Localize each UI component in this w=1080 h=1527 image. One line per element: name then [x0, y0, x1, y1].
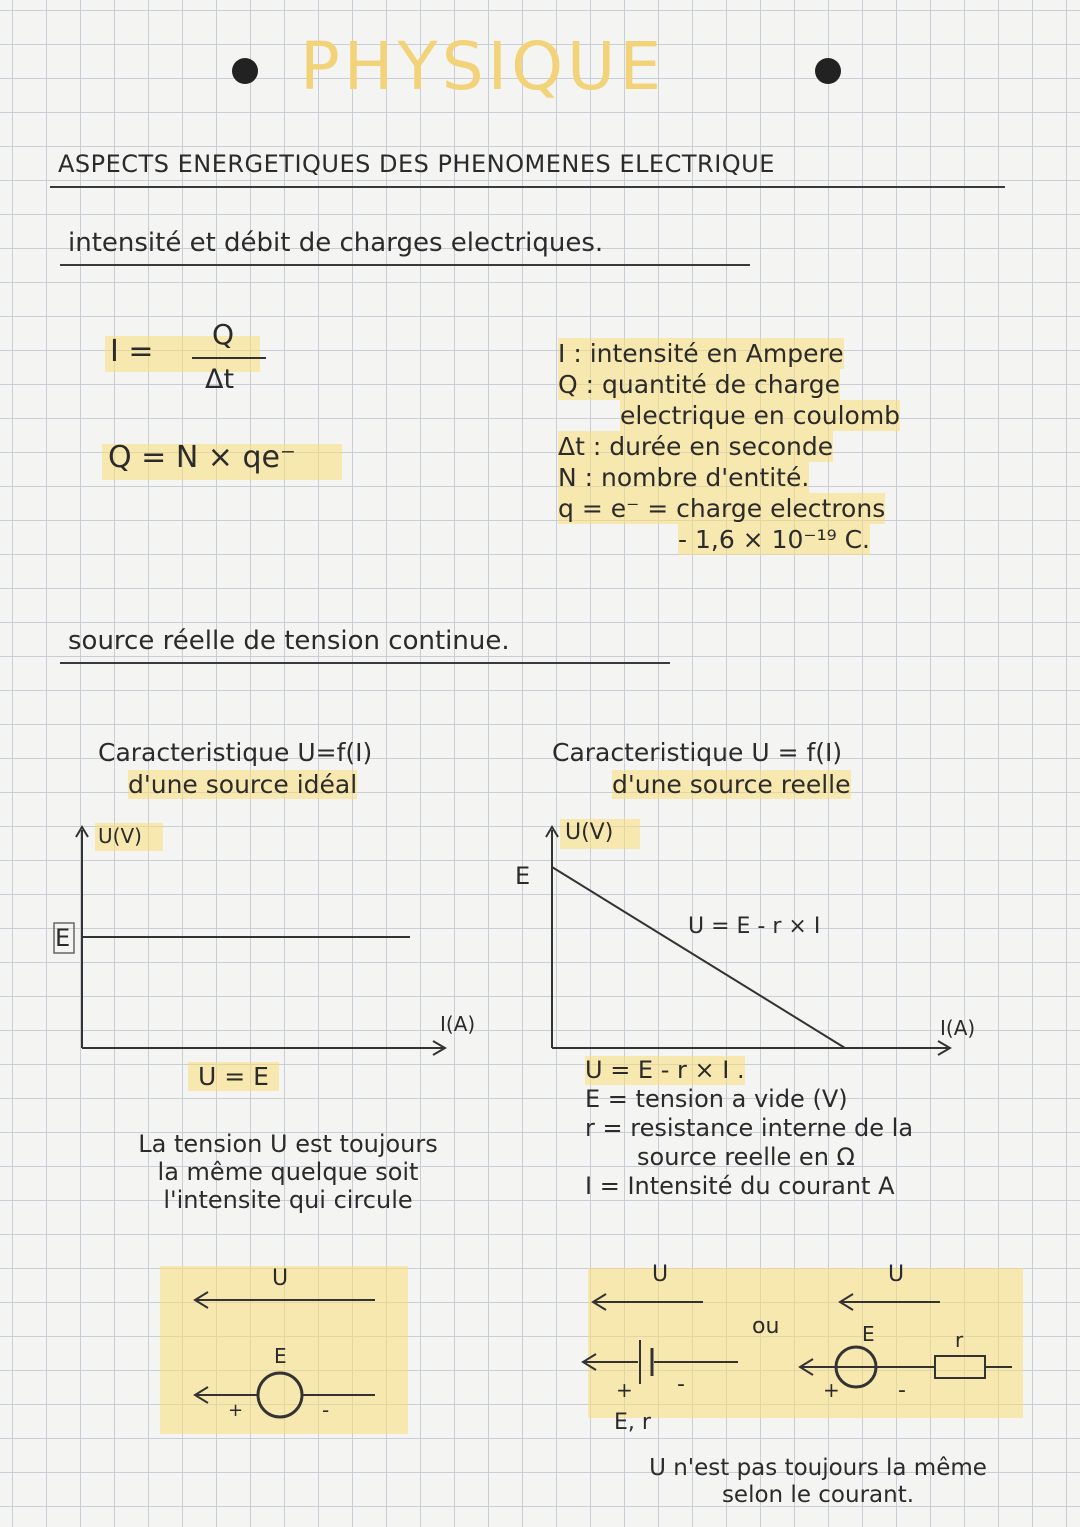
left-graph-subtitle: d'une source idéal — [128, 770, 358, 799]
legend-line: Δt : durée en seconde — [558, 432, 834, 461]
characteristic-line — [552, 867, 845, 1048]
resistor-minus: - — [898, 1378, 906, 1403]
page-subtitle: ASPECTS ENERGETIQUES DES PHENOMENES ELECTRIQUE — [58, 150, 775, 178]
left-note — [68, 1130, 508, 1214]
legend-line: q = e⁻ = charge electrons — [558, 494, 886, 523]
page-title: PHYSIQUE — [300, 28, 666, 105]
legend-definitions — [558, 338, 900, 555]
ideal-symbol-u: U — [272, 1266, 289, 1291]
note-line: selon le courant. — [721, 1482, 915, 1508]
real-source-symbol-battery — [578, 1262, 778, 1442]
fraction-bar — [192, 357, 266, 359]
formula-intensity-lhs: I = — [110, 334, 154, 369]
legend-line: U = E - r × I . — [585, 1056, 745, 1084]
left-y-axis-label: U(V) — [98, 824, 142, 848]
legend-line: I = Intensité du courant A — [585, 1172, 895, 1200]
right-graph-subtitle: d'une source reelle — [612, 770, 851, 799]
resistor-plus: + — [823, 1378, 840, 1402]
right-e-label: E — [515, 862, 531, 890]
right-line-label: U = E - r × I — [688, 914, 821, 939]
ideal-source-symbol — [160, 1260, 420, 1440]
ideal-symbol-e: E — [274, 1344, 287, 1368]
battery-symbol-u: U — [652, 1262, 669, 1287]
note-line: U n'est pas toujours la même — [649, 1455, 987, 1481]
title-bullet-left — [232, 58, 258, 84]
or-label: ou — [752, 1314, 780, 1339]
section-heading-source: source réelle de tension continue. — [68, 626, 510, 656]
formula-charge: Q = N × qe⁻ — [108, 440, 296, 475]
legend-line: - 1,6 × 10⁻¹⁹ C. — [678, 525, 870, 554]
legend-line: electrique en coulomb — [620, 401, 901, 430]
legend-line: r = resistance interne de la — [585, 1114, 914, 1142]
section-heading-underline — [60, 264, 750, 266]
legend-line: Q : quantité de charge — [558, 370, 840, 399]
ideal-symbol-plus: + — [228, 1400, 244, 1421]
real-source-graph — [500, 815, 980, 1075]
section-heading-intensite: intensité et débit de charges electriques. — [68, 228, 604, 258]
resistor-symbol-r: r — [955, 1328, 964, 1352]
formula-intensity-denominator: Δt — [205, 364, 235, 395]
resistor-symbol-u: U — [888, 1262, 905, 1287]
note-line: La tension U est toujours — [138, 1130, 438, 1158]
right-x-axis-label: I(A) — [940, 1016, 976, 1040]
resistor-box — [935, 1356, 985, 1378]
left-graph-title: Caracteristique U=f(I) — [98, 738, 373, 767]
formula-intensity-numerator: Q — [212, 318, 235, 351]
source-circle — [258, 1373, 302, 1417]
legend-line: N : nombre d'entité. — [558, 463, 810, 492]
right-graph-title: Caracteristique U = f(I) — [552, 738, 843, 767]
real-source-symbol-resistor — [790, 1262, 1020, 1442]
left-caption: U = E — [188, 1062, 279, 1091]
title-bullet-right — [815, 58, 841, 84]
battery-er-label: E, r — [614, 1410, 651, 1435]
subtitle-underline — [50, 186, 1005, 188]
left-e-label: E — [55, 924, 71, 952]
right-note — [578, 1455, 1058, 1509]
resistor-symbol-e: E — [862, 1322, 875, 1346]
ideal-source-graph — [40, 815, 520, 1075]
battery-minus: - — [677, 1372, 685, 1397]
legend-line: I : intensité en Ampere — [558, 339, 844, 368]
battery-plus: + — [616, 1378, 633, 1402]
legend-line: E = tension a vide (V) — [585, 1085, 848, 1113]
legend-line: source reelle en Ω — [637, 1143, 855, 1171]
note-line: la même quelque soit — [157, 1158, 419, 1186]
right-y-axis-label: U(V) — [565, 820, 614, 845]
section-heading-source-underline — [60, 662, 670, 664]
note-line: l'intensite qui circule — [163, 1186, 413, 1214]
ideal-symbol-minus: - — [322, 1398, 330, 1422]
left-x-axis-label: I(A) — [440, 1012, 476, 1036]
right-legend — [585, 1056, 913, 1201]
